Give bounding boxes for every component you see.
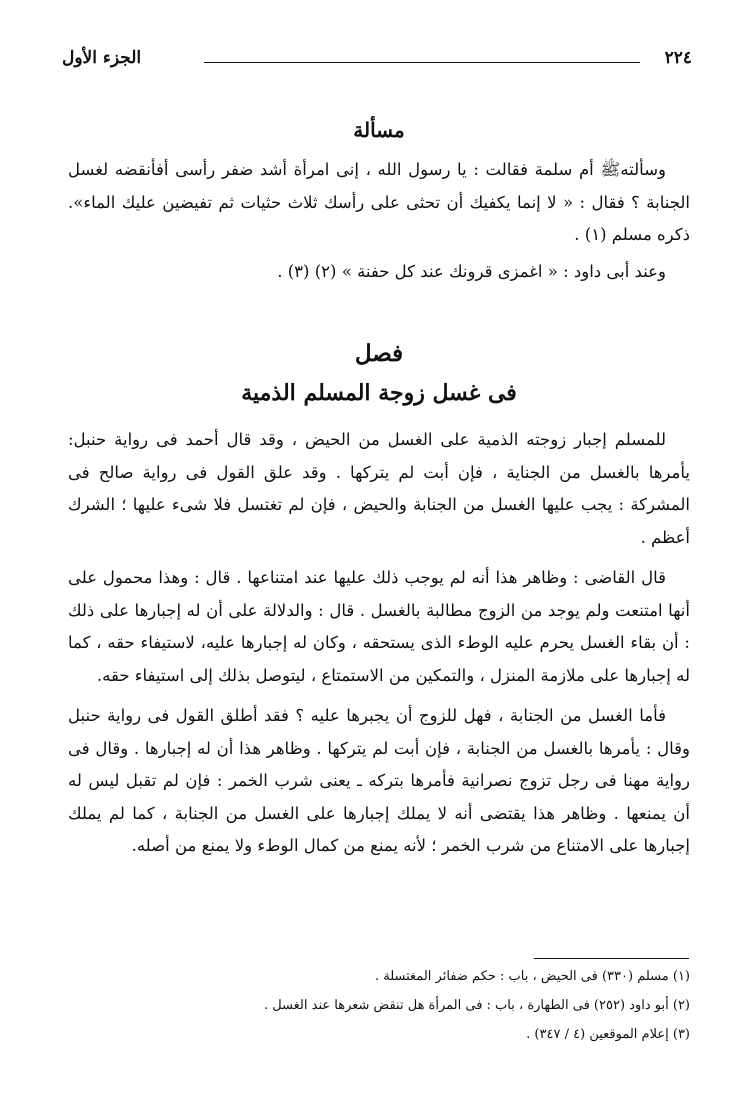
page-number: ٢٢٤ — [664, 48, 692, 68]
paragraph: للمسلم إجبار زوجته الذمية على الغسل من الحيض ، وقد قال أحمد فى رواية حنبل: يأمرها بالغسل من الجناية ، فإن أبت لم يتركها . وقد علق القول فى رواية صالح فى المشركة : يجب عليها الغسل من الجنابة والحيض ، فإن لم تغتسل فلا شىء عليها ؛ الشرك أعظم . — [68, 430, 690, 547]
chapter-subtitle: فى غسل زوجة المسلم الذمية — [241, 380, 517, 406]
running-header — [62, 44, 692, 78]
paragraph: وعند أبى داود : « اغمزى قرونك عند كل حفنة » (٢) (٣) . — [277, 261, 666, 281]
footnote: (١) مسلم (٣٣٠) فى الحيض ، باب : حكم ضفائر المغتسلة . — [375, 969, 690, 984]
chapter-title-fasl: فصل — [354, 340, 404, 367]
footnote: (٢) أبو داود (٢٥٢) فى الطهارة ، باب : فى المرأة هل تنقض شعرها عند الغسل . — [263, 998, 690, 1013]
footnote: (٣) إعلام الموقعين (٤ / ٣٤٧) . — [526, 1027, 690, 1042]
paragraph: قال القاضى : وظاهر هذا أنه لم يوجب ذلك عليها عند امتناعها . قال : وهذا محمول على أنها امتنعت ولم يوجد من الزوج مطالبة بالغسل . قال : والدلالة على أن له إجبارها على ذلك : أن بقاء الغسل يحرم عليه الوطء الذى يستحقه ، وكان له إجبارها عليه، لاستيفاء حقه ، كما له إجبارها على ملازمة المنزل ، والتمكين من الاستمتاع ، ليتوصل بذلك إلى استيفاء حقه. — [68, 568, 690, 685]
section2-body — [68, 424, 690, 863]
section-title-masala: مسألة — [353, 118, 405, 142]
paragraph: وسألتهﷺ أم سلمة فقالت : يا رسول الله ، إنى امرأة أشد ضفر رأسى أفأنقضه لغسل الجنابة ؟ فقال : « لا إنما يكفيك أن تحثى على رأسك ثلاث حثيات ثم تفيضين عليك الماء». ذكره مسلم (١) . — [68, 160, 690, 244]
section1-body — [68, 154, 690, 288]
volume-title: الجزء الأول — [62, 48, 142, 68]
header-rule — [204, 62, 640, 63]
footnotes — [68, 962, 690, 1049]
paragraph: فأما الغسل من الجنابة ، فهل للزوج أن يجبرها عليه ؟ فقد أطلق القول فى رواية حنبل وقال : يأمرها بالغسل من الجنابة ، فإن أبت لم يتركها . وظاهر هذا أن له إجبارها . وقال فى رواية مهنا فى رجل تزوج نصرانية فأمرها بتركه ـ يعنى شرب الخمر : فإن لم تقبل ليس له أن يمنعها . وظاهر هذا يقتضى أنه لا يملك إجبارها على الغسل من الجنابة ، كما لم يملك إجبارها على الامتناع من شرب الخمر ؛ لأنه يمنع من كمال الوطء ولا يمنع من أصله. — [68, 706, 690, 855]
footnote-separator — [534, 958, 689, 959]
